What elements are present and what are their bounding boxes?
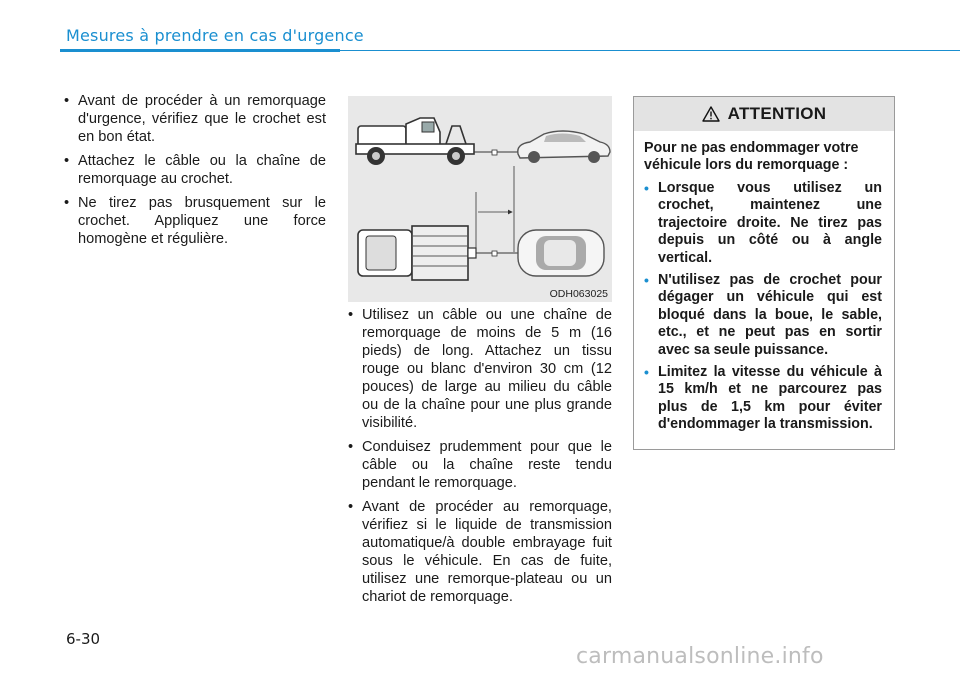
- list-item-text: Avant de procéder à un remorquage d'urgence, vérifiez que le crochet est en bon état.: [78, 93, 326, 145]
- figure-code: ODH063025: [549, 288, 608, 300]
- bullet-dot-icon: •: [644, 272, 649, 289]
- bullet-dot-icon: •: [64, 195, 70, 211]
- bullet-dot-icon: •: [64, 93, 70, 109]
- list-item: [348, 438, 612, 492]
- attention-intro: Pour ne pas endommager votre véhicule lors du remorquage :: [644, 140, 859, 173]
- warning-triangle-icon: [702, 106, 720, 122]
- attention-list: [644, 180, 882, 434]
- title-underline: [60, 49, 340, 52]
- watermark: carmanualsonline.info: [576, 644, 824, 669]
- middle-bullet-list: [348, 306, 612, 606]
- list-item-text: Limitez la vitesse du véhicule à 15 km/h et ne parcourez pas plus de 1,5 km pour éviter d'endommager la transmission.: [658, 364, 882, 433]
- list-item: [644, 272, 882, 359]
- sedan-top-icon: [518, 230, 604, 276]
- list-item: [644, 180, 882, 267]
- tow-truck-top-icon: [358, 226, 476, 280]
- cable-flag-marker: [492, 251, 497, 256]
- list-item: [348, 498, 612, 606]
- list-item-text: Lorsque vous utilisez un crochet, maintenez une trajectoire droite. Ne tirez pas depuis un côté ou à angle vertical.: [658, 180, 882, 266]
- list-item-text: N'utilisez pas de crochet pour dégager un véhicule qui est bloqué dans la boue, le sable, etc., et ne peut pas en sortir avec sa seule puissance.: [658, 272, 882, 358]
- bullet-dot-icon: •: [348, 307, 354, 323]
- list-item: [64, 92, 326, 146]
- sedan-side-icon: [518, 131, 610, 163]
- bullet-dot-icon: •: [348, 439, 354, 455]
- list-item-text: Avant de procéder au remorquage, vérifiez si le liquide de transmission automatique/à double embrayage fuit sous le véhicule. En cas de fuite, utilisez une remorque-plateau ou un chariot de remorquage.: [362, 499, 612, 605]
- list-item-text: Conduisez prudemment pour que le câble ou la chaîne reste tendu pendant le remorquage.: [362, 439, 612, 491]
- attention-box: [633, 96, 895, 450]
- list-item: [348, 306, 612, 432]
- bullet-dot-icon: •: [348, 499, 354, 515]
- bullet-dot-icon: •: [644, 180, 649, 196]
- left-column: [64, 92, 326, 254]
- left-bullet-list: [64, 92, 326, 248]
- middle-column: [348, 306, 612, 612]
- bullet-dot-icon: •: [644, 364, 649, 381]
- page-number: 6-30: [66, 630, 101, 648]
- towing-diagram: [348, 96, 612, 302]
- list-item: [644, 364, 882, 434]
- list-item-text: Utilisez un câble ou une chaîne de remorquage de moins de 5 m (16 pieds) de long. Attachez un tissu rouge ou blanc d'environ 30 cm (12 pouces) de large au milieu du câble ou de la chaîne pour une plus grande visibilité.: [362, 307, 612, 431]
- bullet-dot-icon: •: [64, 153, 70, 169]
- list-item-text: Attachez le câble ou la chaîne de remorquage au crochet.: [78, 153, 326, 187]
- attention-title: ATTENTION: [727, 104, 827, 123]
- tow-truck-side-icon: [356, 118, 474, 165]
- section-title: Mesures à prendre en cas d'urgence: [66, 26, 364, 45]
- attention-body: [634, 131, 894, 434]
- towing-illustration: [348, 96, 612, 302]
- page-header: [0, 0, 960, 60]
- list-item-text: Ne tirez pas brusquement sur le crochet. Appliquez une force homogène et régulière.: [78, 195, 326, 247]
- header-rule: [340, 50, 960, 51]
- list-item: [64, 194, 326, 248]
- attention-header: [634, 97, 894, 131]
- cable-flag-marker: [492, 150, 497, 155]
- list-item: [64, 152, 326, 188]
